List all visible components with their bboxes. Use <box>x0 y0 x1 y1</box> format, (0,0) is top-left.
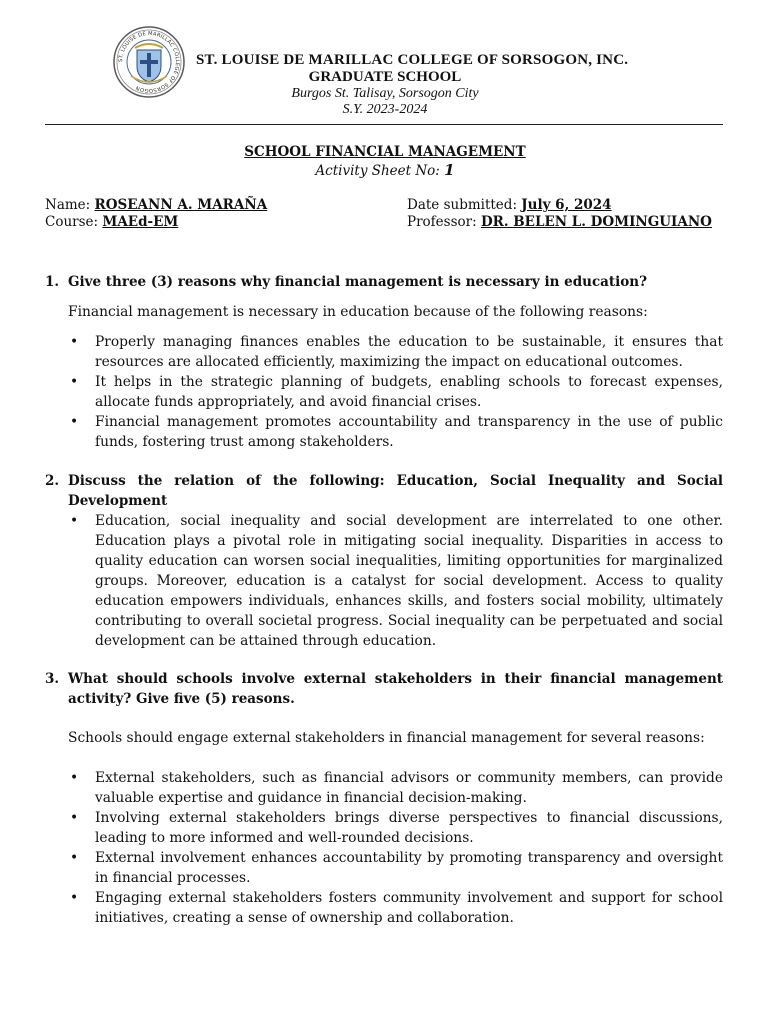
list-item-text: It helps in the strategic planning of budgets, enabling schools to forecast expenses, allocate funds appropriately, and avoid financial crises. <box>95 374 723 410</box>
date-label: Date submitted: <box>407 197 517 213</box>
list-item-text: Involving external stakeholders brings diverse perspectives to financial discussions, leading to more informed and well-rounded decisions. <box>95 810 723 846</box>
course-row <box>45 214 178 230</box>
list-item <box>68 808 723 848</box>
date-row <box>407 197 612 213</box>
bullet-icon: • <box>70 374 79 390</box>
list-item-text: External stakeholders, such as financial advisors or community members, can provide valuable expertise and guidance in financial decision-making. <box>95 770 723 806</box>
college-seal-logo <box>113 26 185 98</box>
list-item <box>68 412 723 452</box>
professor-label: Professor: <box>407 214 477 230</box>
bullet-icon: • <box>70 810 79 826</box>
bullet-icon: • <box>70 513 79 529</box>
activity-sheet-label <box>230 161 540 179</box>
answer-3-list <box>68 768 723 928</box>
name-row <box>45 197 267 213</box>
question-number: 3. <box>45 671 60 687</box>
list-item-text: Education, social inequality and social development are interrelated to one other. Education plays a pivotal role in mitigating social inequality. Disparities in access to quality education can worsen social inequalities, limiting opportunities for marginalized groups. Moreover, education is a catalyst for social development. Access to quality education empowers individuals, enhances skills, and fosters social mobility, ultimately contributing to overall societal progress. Social inequality can be perpetuated and social development can be attained through education. <box>95 513 723 649</box>
question-number: 1. <box>45 274 60 290</box>
course-value: MAEd-EM <box>102 214 179 230</box>
question-text: Give three (3) reasons why financial management is necessary in education? <box>68 274 648 290</box>
list-item-text: Engaging external stakeholders fosters community involvement and support for school initiatives, creating a sense of ownership and collaboration. <box>95 890 723 926</box>
list-item-text: Financial management promotes accountability and transparency in the use of public funds, fostering trust among stakeholders. <box>95 414 723 450</box>
date-value: July 6, 2024 <box>521 197 612 213</box>
list-item <box>68 511 723 651</box>
question-text: What should schools involve external stakeholders in their financial management activity? Give five (5) reasons. <box>68 671 723 707</box>
list-item-text: Properly managing finances enables the education to be sustainable, it ensures that resources are allocated efficiently, maximizing the impact on educational outcomes. <box>95 334 723 370</box>
school-year: S.Y. 2023-2024 <box>342 102 428 117</box>
bullet-icon: • <box>70 890 79 906</box>
answer-3-intro: Schools should engage external stakeholders in financial management for several reasons: <box>68 730 705 746</box>
school-address: Burgos St. Talisay, Sorsogon City <box>291 86 479 101</box>
question-text: Discuss the relation of the following: Education, Social Inequality and Social Development <box>68 473 723 509</box>
question-2 <box>45 471 723 511</box>
bullet-icon: • <box>70 414 79 430</box>
document-title: SCHOOL FINANCIAL MANAGEMENT <box>244 144 526 160</box>
school-name: ST. LOUISE DE MARILLAC COLLEGE OF SORSOGON, INC. <box>196 52 629 68</box>
list-item <box>68 888 723 928</box>
answer-1-intro: Financial management is necessary in education because of the following reasons: <box>68 304 648 320</box>
answer-1-list <box>68 332 723 452</box>
course-label: Course: <box>45 214 99 230</box>
question-1 <box>45 272 723 292</box>
list-item <box>68 768 723 808</box>
graduate-school-label: GRADUATE SCHOOL <box>308 69 462 85</box>
header-divider <box>45 124 723 125</box>
list-item <box>68 372 723 412</box>
bullet-icon: • <box>70 770 79 786</box>
list-item-text: External involvement enhances accountability by promoting transparency and oversight in financial processes. <box>95 850 723 886</box>
question-number: 2. <box>45 473 60 489</box>
list-item <box>68 332 723 372</box>
activity-label-text: Activity Sheet No: <box>315 163 440 179</box>
seal-lettering: ST. LOUISE DE MARILLAC COLLEGE OF SORSOGON <box>117 30 181 94</box>
professor-row <box>407 214 712 230</box>
list-item <box>68 848 723 888</box>
name-value: ROSEANN A. MARAÑA <box>94 197 268 213</box>
answer-2-list <box>68 511 723 651</box>
professor-value: DR. BELEN L. DOMINGUIANO <box>480 214 712 230</box>
bullet-icon: • <box>70 850 79 866</box>
question-3 <box>45 669 723 709</box>
activity-number: 1 <box>444 161 455 179</box>
bullet-icon: • <box>70 334 79 350</box>
name-label: Name: <box>45 197 91 213</box>
